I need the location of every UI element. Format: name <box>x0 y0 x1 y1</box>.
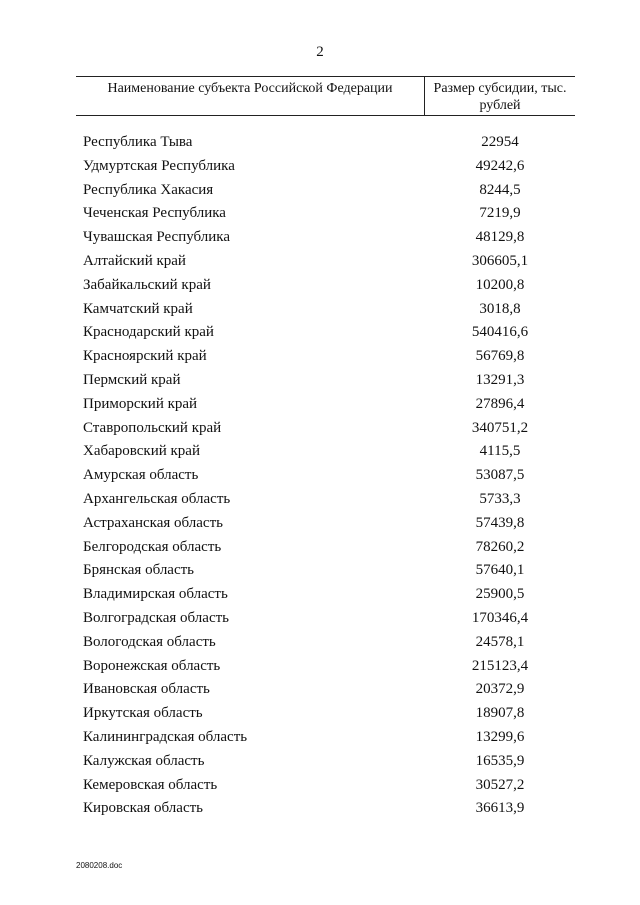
table-row <box>0 583 640 607</box>
subsidy-amount: 13291,3 <box>475 371 525 388</box>
subsidy-amount: 57640,1 <box>475 562 525 579</box>
subsidy-amount: 25900,5 <box>475 586 525 603</box>
subsidy-amount: 78260,2 <box>475 538 525 555</box>
subsidy-amount: 24578,1 <box>475 633 525 650</box>
subsidy-amount: 18907,8 <box>475 705 525 722</box>
table-row <box>0 559 640 583</box>
region-name: Ивановская область <box>83 681 210 698</box>
table-row <box>0 369 640 393</box>
table-row <box>0 250 640 274</box>
table-row <box>0 631 640 655</box>
subsidy-amount: 340751,2 <box>471 419 529 436</box>
region-name: Калининградская область <box>83 728 248 745</box>
subsidy-amount: 30527,2 <box>475 776 525 793</box>
column-header-subsidy-amount: Размер субсидии, тыс. рублей <box>433 81 567 113</box>
table-row <box>0 417 640 441</box>
region-name: Кемеровская область <box>83 776 218 793</box>
region-name: Архангельская область <box>83 490 231 507</box>
subsidy-amount: 49242,6 <box>475 157 525 174</box>
subsidy-table-body <box>0 131 640 821</box>
table-row <box>0 131 640 155</box>
table-row <box>0 512 640 536</box>
subsidy-amount: 4115,5 <box>479 443 521 460</box>
table-row <box>0 226 640 250</box>
table-row <box>0 321 640 345</box>
subsidy-amount: 16535,9 <box>475 752 525 769</box>
region-name: Забайкальский край <box>83 276 211 293</box>
region-name: Республика Тыва <box>83 134 193 150</box>
region-name: Приморский край <box>83 395 198 412</box>
table-row <box>0 678 640 702</box>
table-row <box>0 345 640 369</box>
subsidy-amount: 215123,4 <box>471 657 529 674</box>
region-name: Амурская область <box>83 467 199 484</box>
region-name: Чеченская Республика <box>83 205 226 222</box>
column-header-region-name: Наименование субъекта Российской Федерации <box>107 81 393 96</box>
subsidy-amount: 56769,8 <box>475 348 525 365</box>
region-name: Белгородская область <box>83 538 222 555</box>
region-name: Алтайский край <box>83 252 186 269</box>
subsidy-amount: 53087,5 <box>475 467 525 484</box>
subsidy-amount: 8244,5 <box>479 181 521 198</box>
subsidy-amount: 7219,9 <box>479 205 521 222</box>
subsidy-amount: 10200,8 <box>475 276 525 293</box>
table-row <box>0 298 640 322</box>
table-row <box>0 607 640 631</box>
subsidy-amount: 306605,1 <box>471 252 529 269</box>
table-row <box>0 774 640 798</box>
region-name: Чувашская Республика <box>83 229 231 246</box>
region-name: Владимирская область <box>83 586 228 603</box>
document-file-code: 2080208.doc <box>76 861 123 870</box>
region-name: Камчатский край <box>83 300 193 317</box>
table-row <box>0 202 640 226</box>
table-row <box>0 797 640 821</box>
subsidy-amount: 3018,8 <box>479 300 521 317</box>
table-row <box>0 464 640 488</box>
region-name: Кировская область <box>83 800 204 817</box>
region-name: Воронежская область <box>83 657 221 674</box>
table-row <box>0 155 640 179</box>
subsidy-amount: 20372,9 <box>475 681 525 698</box>
table-header-rule <box>76 115 575 116</box>
table-row <box>0 274 640 298</box>
region-name: Иркутская область <box>83 705 203 722</box>
region-name: Ставропольский край <box>83 419 222 436</box>
table-row <box>0 702 640 726</box>
region-name: Красноярский край <box>83 348 207 365</box>
page-number: 2 <box>316 44 324 60</box>
table-row <box>0 488 640 512</box>
region-name: Пермский край <box>83 371 181 388</box>
table-row <box>0 179 640 203</box>
region-name: Краснодарский край <box>83 324 214 341</box>
region-name: Удмуртская Республика <box>83 157 235 174</box>
subsidy-amount: 48129,8 <box>475 229 525 246</box>
region-name: Калужская область <box>83 752 205 769</box>
subsidy-amount: 540416,6 <box>471 324 529 341</box>
subsidy-amount: 5733,3 <box>479 490 521 507</box>
region-name: Астраханская область <box>83 514 223 531</box>
table-row <box>0 440 640 464</box>
region-name: Республика Хакасия <box>83 181 214 198</box>
region-name: Хабаровский край <box>83 443 200 460</box>
table-row <box>0 750 640 774</box>
subsidy-amount: 13299,6 <box>475 728 525 745</box>
table-top-rule <box>76 76 575 77</box>
region-name: Брянская область <box>83 562 195 579</box>
subsidy-amount: 57439,8 <box>475 514 525 531</box>
table-row <box>0 393 640 417</box>
subsidy-amount: 170346,4 <box>471 609 529 626</box>
region-name: Волгоградская область <box>83 609 229 626</box>
subsidy-amount: 27896,4 <box>475 395 525 412</box>
subsidy-amount: 22954 <box>481 134 519 150</box>
table-row <box>0 726 640 750</box>
table-row <box>0 655 640 679</box>
region-name: Вологодская область <box>83 633 216 650</box>
subsidy-amount: 36613,9 <box>475 800 525 817</box>
table-row <box>0 536 640 560</box>
